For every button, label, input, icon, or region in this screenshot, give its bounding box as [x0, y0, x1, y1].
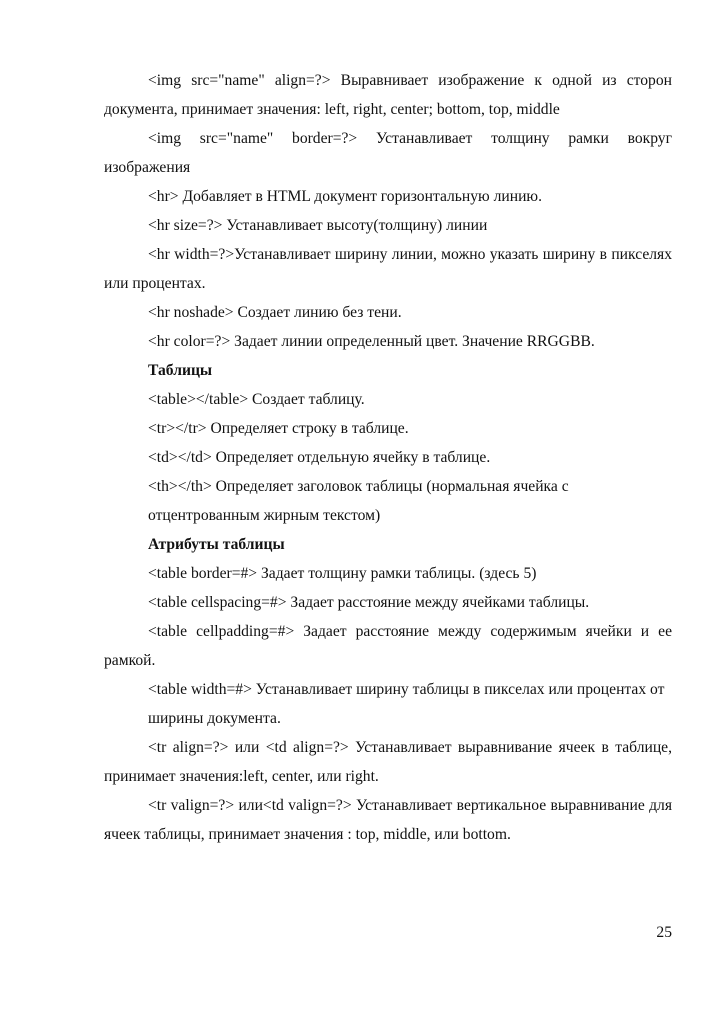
- paragraph-table-width: <table width=#> Устанавливает ширину таблицы в пикселах или процентах от: [148, 681, 665, 698]
- paragraph-table-border: <table border=#> Задает толщину рамки таблицы. (здесь 5): [148, 565, 537, 582]
- section-heading-tables: Таблицы: [148, 362, 213, 379]
- paragraph-hr-size: <hr size=?> Устанавливает высоту(толщину) линии: [148, 217, 488, 234]
- paragraph-tr: <tr></tr> Определяет строку в таблице.: [148, 420, 409, 437]
- paragraph-hr-noshade: <hr noshade> Создает линию без тени.: [148, 304, 402, 321]
- paragraph-table-cellpadding: <table cellpadding=#> Задает расстояние между содержимым ячейки и ее рамкой.: [104, 623, 672, 669]
- paragraph-td: <td></td> Определяет отдельную ячейку в таблице.: [148, 449, 491, 466]
- paragraph-table-cellspacing: <table cellspacing=#> Задает расстояние между ячейками таблицы.: [148, 594, 590, 611]
- paragraph-th: <th></th> Определяет заголовок таблицы (нормальная ячейка с: [148, 478, 569, 495]
- paragraph-th-continued: отцентрованным жирным текстом): [148, 507, 381, 524]
- paragraph-img-border: <img src="name" border=?> Устанавливает толщину рамки вокруг изображения: [104, 130, 672, 176]
- paragraph-table-width-continued: ширины документа.: [148, 710, 281, 727]
- paragraph-align: <tr align=?> или <td align=?> Устанавливает выравнивание ячеек в таблице, принимает значения:left, center, или right.: [104, 739, 672, 785]
- paragraph-table: <table></table> Создает таблицу.: [148, 391, 365, 408]
- page-number: 25: [656, 924, 672, 941]
- section-heading-table-attributes: Атрибуты таблицы: [148, 536, 285, 553]
- paragraph-valign: <tr valign=?> или<td valign=?> Устанавливает вертикальное выравнивание для ячеек таблицы, принимает значения : top, middle, или bottom.: [104, 797, 672, 843]
- paragraph-hr-width: <hr width=?>Устанавливает ширину линии, можно указать ширину в пикселях или процентах.: [104, 246, 672, 292]
- paragraph-hr: <hr> Добавляет в HTML документ горизонтальную линию.: [148, 188, 542, 205]
- page-content: [104, 66, 672, 849]
- paragraph-hr-color: <hr color=?> Задает линии определенный цвет. Значение RRGGBB.: [148, 333, 595, 350]
- paragraph-img-align: <img src="name" align=?> Выравнивает изображение к одной из сторон документа, принимает значения: left, right, center; bottom, top, middle: [104, 72, 672, 118]
